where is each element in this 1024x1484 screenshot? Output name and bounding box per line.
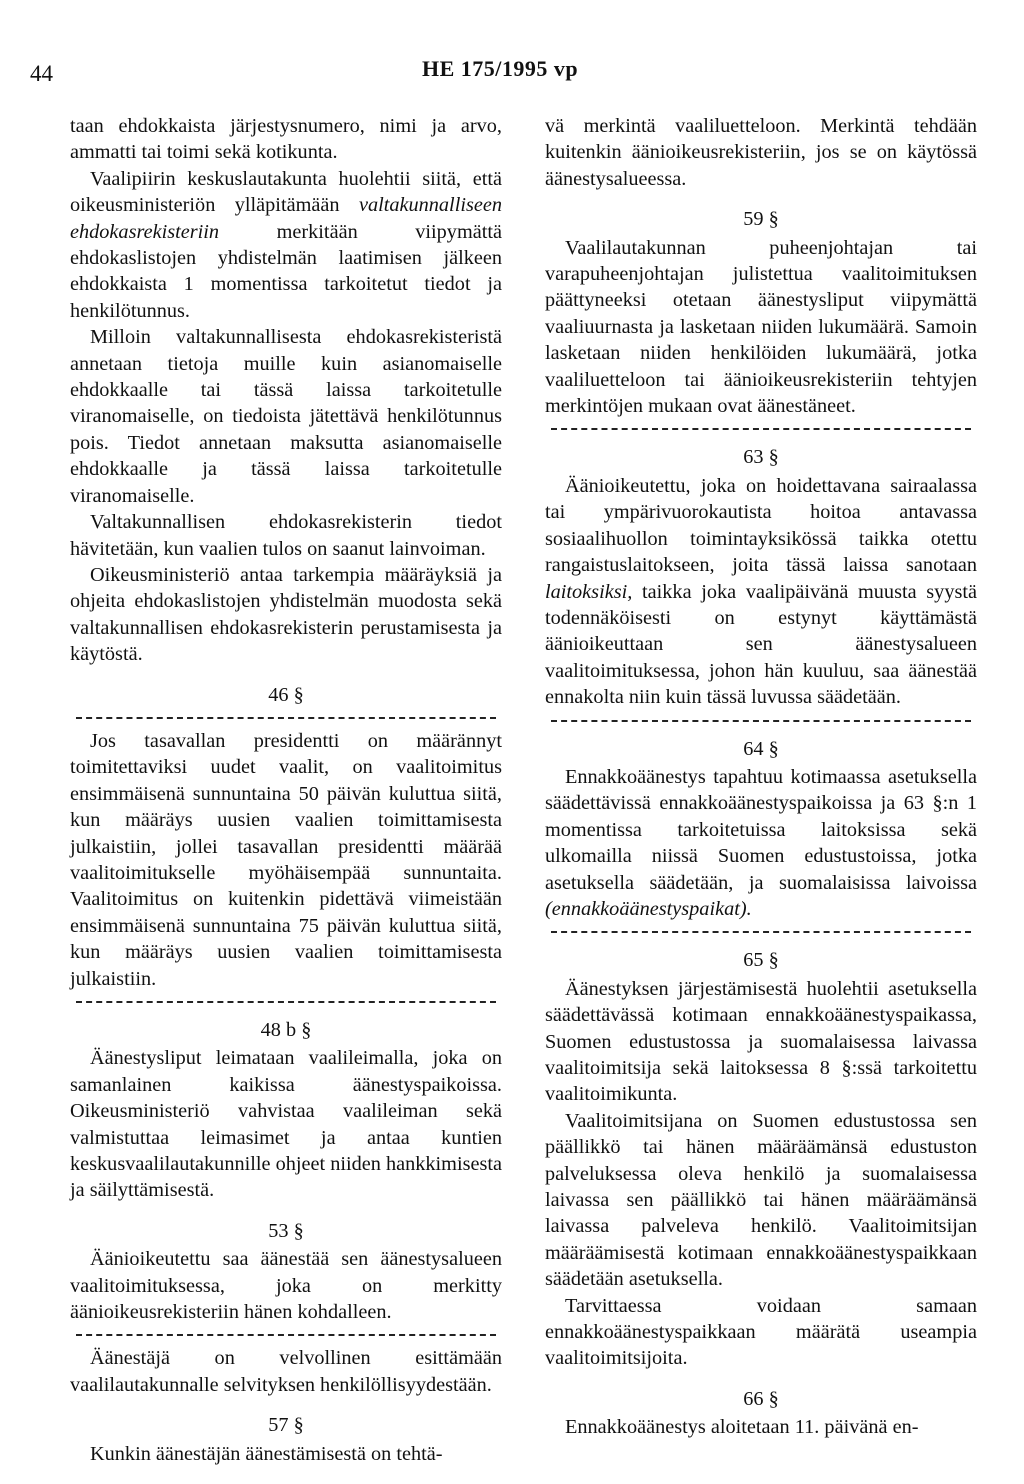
paragraph: Oikeusministeriö antaa tarkempia määräyksiä ja ohjeita ehdokaslistojen yhdistelmän muodosta sekä valtakunnallisen ehdokasrekisterin perustamisesta ja käytöstä. [70,563,502,666]
text-run: Vaalipiirin keskuslautakunta huolehtii siitä, että oikeusministeriön ylläpitämään [70,167,502,217]
paragraph: Kunkin äänestäjän äänestämisestä on tehtä- [90,1442,443,1465]
paragraph: Äänioikeutettu saa äänestää sen äänestysalueen vaalitoimituksessa, joka on merkitty äänioikeusrekisteriin hänen kohdalleen. [70,1248,502,1324]
paragraph: Ennakkoäänestys aloitetaan 11. päivänä en- [565,1416,919,1439]
paragraph: Vaalilautakunnan puheenjohtajan tai varapuheenjohtajan julistettua vaalitoimituksen päättyneeksi otetaan äänestysliput viipymättä vaaliuurnasta ja lasketaan niiden lukumäärä. Samoin lasketaan niiden henkilöiden lukumäärä, jotka vaaliluetteloon tai äänioikeusrekisteriin tehtyjen merkintöjen mukaan ovat äänestäneet. [545,236,977,418]
omission-line [551,720,971,722]
paragraph: vä merkintä vaaliluetteloon. Merkintä tehdään kuitenkin äänioikeusrekisteriin, jos se on käytössä äänestysalueessa. [545,115,977,190]
page-header: HE 175/1995 vp [422,56,579,81]
section-heading-66: 66 § [743,1387,779,1410]
emphasis-term: valtakunnalliseen ehdokasrekisteriin [70,194,502,243]
text-run: Äänioikeutettu, joka on hoidettavana sairaalassa tai ympärivuorokautista hoitoa antavassa sosiaalihuollon toimintayksikössä taikka otettu rangaistuslaitokseen, joita tässä laissa sanotaan [545,474,977,577]
right-column [545,113,977,1441]
section-heading-64: 64 § [743,737,779,760]
omission-line [551,428,971,430]
page-number: 44 [30,61,53,86]
section-heading-65: 65 § [743,949,779,972]
text-run: taikka joka vaalipäivänä muusta syystä todennäköisesti on estynyt käyttämästä äänioikeuttaan sen äänestysalueen vaalitoimituksessa, johon hän kuuluu, saa äänestää ennakolta niin kuin tässä luvussa säädetään. [545,580,977,709]
paragraph: Vaalitoimitsijana on Suomen edustustossa sen päällikkö tai hänen määräämänsä edustuston palveluksessa oleva henkilö ja suomalaisessa laivassa sen päällikkö tai hänen määräämänsä laivassa palveleva henkilö. Vaalitoimitsijan määräämisestä kotimaan ennakkoäänestyspaikkaan säädetään asetuksella. [545,1109,977,1291]
paragraph: Milloin valtakunnallisesta ehdokasrekisteristä annetaan tietoja muille kuin asianomaiselle ehdokkaalle tai tässä laissa tarkoitetulle viranomaiselle, on tiedoista jätettävä henkilötunnus pois. Tiedot annetaan maksutta asianomaiselle ehdokkaalle ja tässä laissa tarkoitetulle viranomaiselle. [70,326,502,507]
paragraph [545,764,977,922]
text-run: merkitään viipymättä ehdokaslistojen yhdistelmän laatimisen jälkeen ehdokkaista 1 momentissa tarkoitetut tiedot ja henkilötunnus. [70,220,502,322]
section-heading-57: 57 § [268,1414,304,1437]
omission-line [76,1334,496,1336]
text-run: Ennakkoäänestys tapahtuu kotimaassa asetuksella säädettävissä ennakkoäänestyspaikoissa ja 63 §:n 1 momentissa tarkoitetuissa laitoksissa sekä ulkomailla niissä Suomen edustustoissa, jotka asetuksella säädetään, ja suomalaisissa laivoissa [545,765,977,894]
section-heading-46: 46 § [268,683,304,706]
section-heading-59: 59 § [743,208,779,231]
paragraph: Äänestyksen järjestämisestä huolehtii asetuksella säädettävässä kotimaan ennakkoäänestyspaikassa, Suomen edustustossa ja suomalaisessa laivassa vaalitoimitsija sekä laitoksessa 8 §:ssä tarkoitettu vaalitoimikunta. [545,977,977,1106]
omission-line [76,1001,496,1003]
section-heading-53: 53 § [268,1219,304,1242]
paragraph [545,473,977,711]
paragraph: taan ehdokkaista järjestysnumero, nimi ja arvo, ammatti tai toimi sekä kotikunta. [70,115,502,164]
paragraph: Jos tasavallan presidentti on määrännyt toimitettaviksi uudet vaalit, on vaalitoimitus ensimmäisenä sunnuntaina 50 päivän kuluttua siitä, kun määräys uusien vaalien toimittamisesta julkaistiin, jollei tasavallan presidentti määrää vaalitoimitukselle myöhäisempää sunnuntaita. Vaalitoimitus on kuitenkin pidettävä viimeistään ensimmäisenä sunnuntaina 75 päivän kuluttua siitä, kun määräys uusien vaalien toimittamisesta julkaistiin. [70,729,502,990]
paragraph [70,166,502,324]
paragraph: Valtakunnallisen ehdokasrekisterin tiedot hävitetään, kun vaalien tulos on saanut lainvoiman. [70,511,502,560]
section-heading-48b: 48 b § [260,1019,312,1041]
omission-line [551,931,971,933]
paragraph: Äänestäjä on velvollinen esittämään vaalilautakunnalle selvityksen henkilöllisyydestään. [70,1347,502,1396]
paragraph: Tarvittaessa voidaan samaan ennakkoäänestyspaikkaan määrätä useampia vaalitoimitsijoita. [545,1294,977,1370]
emphasis-term: laitoksiksi, [545,580,633,603]
omission-line [76,717,496,719]
paragraph: Äänestysliput leimataan vaalileimalla, joka on samanlainen kaikissa äänestyspaikoissa. Oikeusministeriö vahvistaa vaalileiman sekä valmistuttaa leimasimet ja antaa kuntien keskusvaalilautakunnille ohjeet niiden hankkimisesta ja säilyttämisestä. [70,1047,502,1202]
emphasis-term: (ennakkoäänestyspaikat). [545,897,752,920]
left-column [70,113,502,1467]
section-heading-63: 63 § [743,446,779,469]
